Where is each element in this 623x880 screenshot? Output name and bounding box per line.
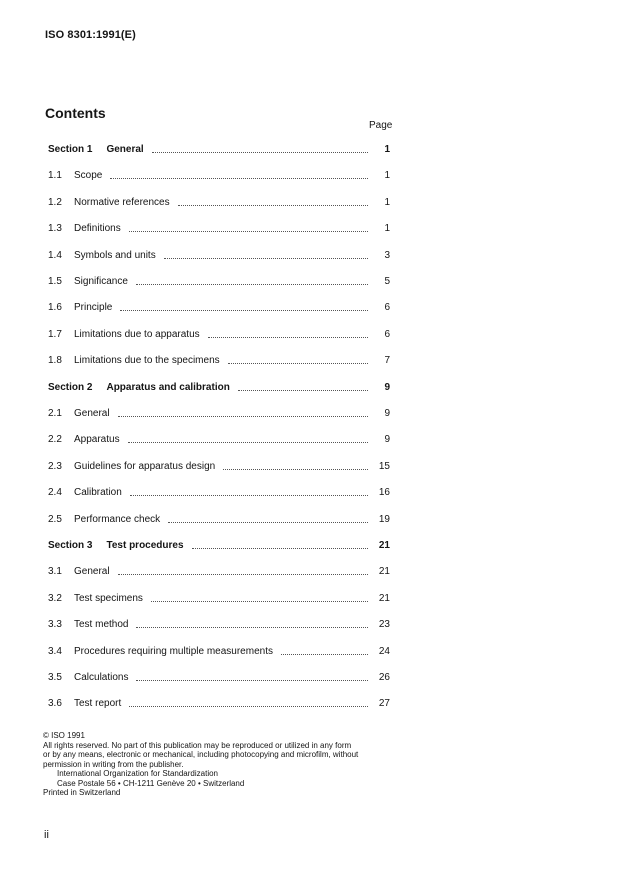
publisher-address: Case Postale 56 • CH-1211 Genève 20 • Switzerland [57, 778, 245, 788]
dot-leader [223, 468, 368, 470]
toc-entry[interactable] [48, 430, 390, 446]
toc-entry-title: Test procedures [106, 540, 184, 551]
toc-entry[interactable] [48, 483, 390, 499]
toc-entry-title: Calculations [74, 672, 129, 683]
toc-entry-number: 1.1 [48, 170, 62, 182]
toc-entry-number: 2.2 [48, 434, 62, 446]
toc-entry-title: Significance [74, 276, 128, 287]
toc-entry-number: 3.4 [48, 645, 62, 657]
toc-entry[interactable] [48, 589, 390, 605]
toc-entry-number: 2.1 [48, 408, 62, 419]
toc-entry-number: Section 3 [48, 540, 93, 551]
dot-leader [238, 389, 368, 391]
dot-leader [129, 230, 368, 232]
toc-entry-page: 21 [378, 592, 390, 604]
toc-entry-title: Apparatus [74, 434, 120, 446]
toc-entry-number: 1.4 [48, 249, 62, 261]
toc-entry-number: 3.2 [48, 592, 62, 604]
toc-entry-number: 1.6 [48, 302, 62, 314]
toc-entry-title: Test method [74, 619, 129, 631]
dot-leader [164, 257, 368, 259]
rights-line: permission in writing from the publisher. [43, 759, 184, 769]
toc-entry-number: Section 1 [48, 144, 93, 155]
toc-entry-title: General [106, 144, 144, 155]
toc-entry[interactable] [48, 562, 390, 578]
toc-entry[interactable] [48, 246, 390, 262]
toc-entry-number: 1.3 [48, 223, 62, 235]
toc-entry-number: 3.3 [48, 619, 62, 631]
toc-entry[interactable] [48, 668, 390, 684]
toc-entry-title: Scope [74, 170, 103, 182]
dot-leader [129, 705, 368, 707]
toc-entry-page: 5 [384, 276, 390, 287]
toc-entry-number: 3.1 [48, 566, 62, 578]
toc-entry-title: Definitions [74, 223, 121, 235]
toc-entry-title: Test specimens [74, 592, 143, 604]
toc-entry[interactable] [48, 219, 390, 235]
toc-entry-number: 2.5 [48, 513, 62, 525]
toc-entry-page: 7 [384, 355, 390, 367]
copyright-line: © ISO 1991 [43, 731, 85, 740]
toc-entry-page: 21 [378, 540, 390, 551]
toc-entry[interactable] [48, 298, 390, 314]
toc-entry-page: 6 [384, 302, 390, 314]
toc-entry-page: 16 [378, 487, 390, 499]
toc-entry-number: Section 2 [48, 381, 93, 393]
printed-in: Printed in Switzerland [43, 788, 121, 797]
toc-entry-title: Procedures requiring multiple measurements [74, 645, 273, 657]
toc-entry-page: 3 [384, 249, 390, 261]
toc-entry-page: 24 [378, 645, 390, 657]
copyright-notice [43, 731, 393, 798]
toc-entry-number: 1.2 [48, 196, 62, 208]
toc-entry-number: 2.4 [48, 487, 62, 499]
rights-line: or by any means, electronic or mechanical, including photocopying and microfilm, without [43, 750, 359, 759]
dot-leader [208, 336, 368, 338]
contents-title: Contents [45, 105, 106, 121]
toc-entry-title: Limitations due to the specimens [74, 355, 220, 367]
dot-leader [118, 573, 368, 575]
toc-entry[interactable] [48, 404, 390, 420]
toc-entry-title: Performance check [74, 513, 161, 525]
toc-entry[interactable] [48, 642, 390, 658]
toc-entry[interactable] [48, 510, 390, 526]
toc-entry-page: 15 [378, 460, 390, 472]
toc-entry-number: 2.3 [48, 460, 62, 472]
dot-leader [120, 309, 368, 311]
toc-entry[interactable] [48, 351, 390, 367]
dot-leader [192, 547, 368, 549]
toc-entry-page: 1 [384, 196, 390, 208]
toc-entry-page: 9 [384, 381, 390, 393]
dot-leader [110, 177, 368, 179]
dot-leader [281, 653, 368, 655]
toc-entry-page: 19 [378, 513, 390, 525]
toc-entry-title: Guidelines for apparatus design [74, 460, 216, 472]
toc-entry-number: 3.6 [48, 698, 62, 710]
toc-entry-number: 1.5 [48, 276, 62, 287]
dot-leader [152, 151, 368, 153]
toc-entry-page: 1 [384, 170, 390, 182]
standard-id-header: ISO 8301:1991(E) [45, 29, 136, 41]
dot-leader [136, 283, 368, 285]
toc-entry-title: Symbols and units [74, 249, 156, 261]
toc-entry[interactable] [48, 536, 390, 552]
toc-entry[interactable] [48, 615, 390, 631]
toc-entry-title: Limitations due to apparatus [74, 328, 200, 340]
toc-entry[interactable] [48, 272, 390, 288]
toc-entry[interactable] [48, 193, 390, 209]
toc-entry-title: Principle [74, 302, 113, 314]
toc-entry[interactable] [48, 325, 390, 341]
toc-entry-title: Calibration [74, 487, 122, 499]
toc-entry[interactable] [48, 140, 390, 156]
toc-entry-page: 23 [378, 619, 390, 631]
page-folio: ii [44, 829, 49, 841]
dot-leader [136, 679, 368, 681]
toc-entry-number: 3.5 [48, 672, 62, 683]
publisher-org: International Organization for Standardization [57, 769, 218, 778]
dot-leader [118, 415, 368, 417]
toc-entry-title: Normative references [74, 196, 170, 208]
toc-entry-title: Apparatus and calibration [106, 381, 230, 393]
toc-entry-page: 1 [384, 144, 390, 155]
toc-entry-title: General [74, 566, 110, 578]
toc-entry[interactable] [48, 457, 390, 473]
toc-entry[interactable] [48, 378, 390, 394]
toc-entry-page: 27 [378, 698, 390, 710]
toc-entry-page: 9 [384, 408, 390, 419]
toc-entry-page: 26 [378, 672, 390, 683]
toc-entry-page: 1 [384, 223, 390, 235]
toc-entry-page: 21 [378, 566, 390, 578]
dot-leader [168, 521, 368, 523]
toc-entry-page: 6 [384, 328, 390, 340]
dot-leader [136, 626, 368, 628]
dot-leader [128, 441, 368, 443]
toc-entry-title: Test report [74, 698, 122, 710]
toc-entry-title: General [74, 408, 110, 419]
toc-entry[interactable] [48, 166, 390, 182]
rights-line: All rights reserved. No part of this publication may be reproduced or utilized in any form [43, 740, 352, 750]
dot-leader [228, 362, 368, 364]
dot-leader [151, 600, 368, 602]
dot-leader [178, 204, 368, 206]
page-column-label: Page [369, 120, 393, 131]
toc-entry-page: 9 [384, 434, 390, 446]
toc-entry-number: 1.7 [48, 328, 62, 340]
toc-entry-number: 1.8 [48, 355, 62, 367]
dot-leader [130, 494, 368, 496]
toc-entry[interactable] [48, 694, 390, 710]
